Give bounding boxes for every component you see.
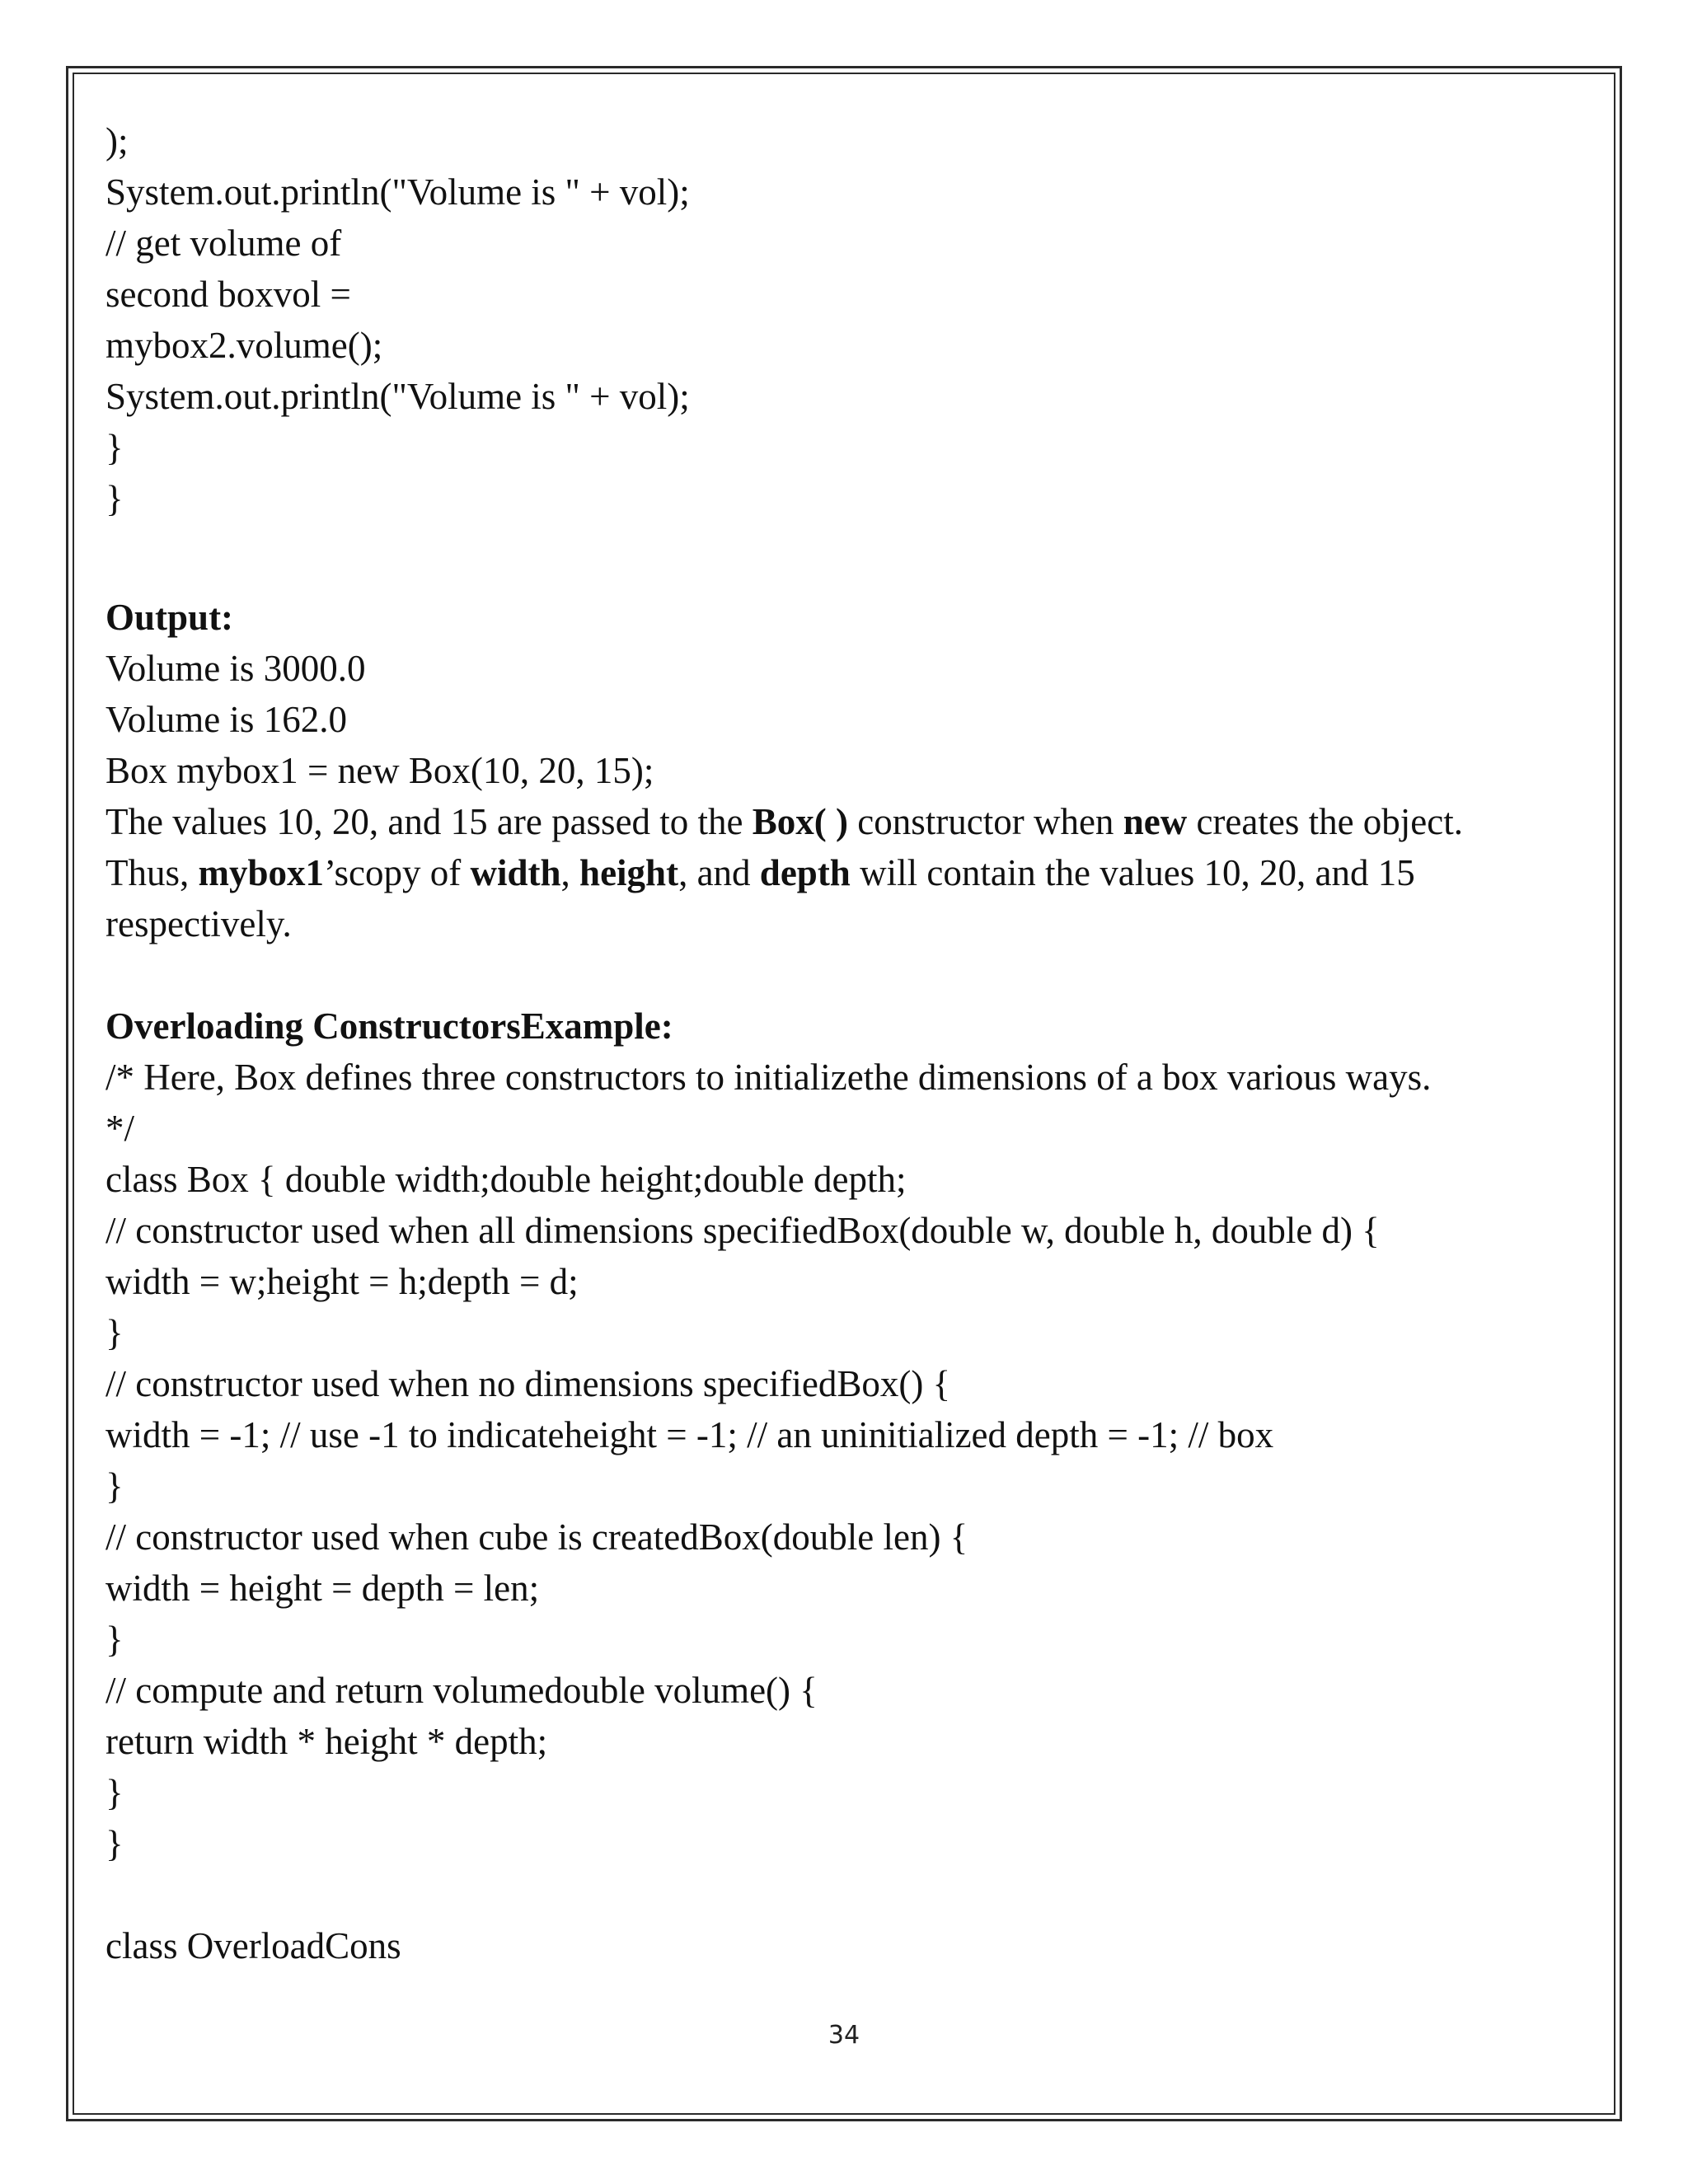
explanation-text: ’scopy of <box>324 852 471 893</box>
spacer <box>106 575 1507 592</box>
code-line: // constructor used when all dimensions specifiedBox(double w, double h, double d) { <box>106 1210 1380 1251</box>
explanation-bold: width <box>470 852 561 893</box>
code-line: width = height = depth = len; <box>106 1568 540 1609</box>
explanation-text: will contain the values 10, 20, and 15 respectively. <box>106 852 1415 944</box>
code-line: } <box>106 1772 124 1813</box>
explanation-text: , and <box>678 852 760 893</box>
explanation-bold: new <box>1123 801 1188 842</box>
code-line: } <box>106 1312 124 1353</box>
code-line: } <box>106 427 124 468</box>
page-content <box>106 115 1507 1971</box>
code-line: width = -1; // use -1 to indicateheight = -1; // an uninitialized depth = -1; // box <box>106 1414 1274 1455</box>
code-line: } <box>106 1465 124 1507</box>
code-line: // constructor used when no dimensions specifiedBox() { <box>106 1363 951 1404</box>
output-heading: Output: <box>106 597 234 638</box>
code-line: } <box>106 1823 124 1864</box>
code-line: } <box>106 1619 124 1660</box>
trailing-code-line: class OverloadCons <box>106 1925 401 1966</box>
page-number: 34 <box>828 2021 860 2050</box>
code-line: } <box>106 478 124 519</box>
output-section <box>106 592 1507 949</box>
explanation-text: The values 10, 20, and 15 are passed to the <box>106 801 753 842</box>
code-line: */ <box>106 1108 135 1149</box>
output-explanation <box>106 796 1507 949</box>
spacer <box>106 524 1507 575</box>
output-line: Box mybox1 = new Box(10, 20, 15); <box>106 750 654 791</box>
explanation-bold: height <box>579 852 679 893</box>
output-line: Volume is 3000.0 <box>106 648 366 689</box>
spacer <box>106 1869 1507 1920</box>
explanation-text: creates the object. Thus, <box>106 801 1464 893</box>
code-line: width = w;height = h;depth = d; <box>106 1261 579 1302</box>
code-line: // get volume of <box>106 223 342 264</box>
code-line: System.out.println("Volume is " + vol); <box>106 171 690 213</box>
code-line: /* Here, Box defines three constructors to initializethe dimensions of a box various ways. <box>106 1057 1432 1098</box>
spacer <box>106 949 1507 1001</box>
code-block-top <box>106 115 1507 524</box>
overloading-section <box>106 1001 1507 1869</box>
explanation-bold: mybox1 <box>198 852 325 893</box>
code-line: ); <box>106 120 129 162</box>
code-line: // constructor used when cube is createdBox(double len) { <box>106 1516 968 1558</box>
explanation-text: constructor when <box>848 801 1123 842</box>
code-line: class Box { double width;double height;double depth; <box>106 1159 907 1200</box>
explanation-text: , <box>560 852 580 893</box>
code-line: System.out.println("Volume is " + vol); <box>106 376 690 417</box>
overloading-heading: Overloading ConstructorsExample: <box>106 1005 673 1047</box>
explanation-bold: Box( ) <box>752 801 849 842</box>
code-line: second boxvol = <box>106 274 351 315</box>
code-line: mybox2.volume(); <box>106 325 383 366</box>
code-line: return width * height * depth; <box>106 1721 548 1762</box>
explanation-bold: depth <box>759 852 851 893</box>
output-line: Volume is 162.0 <box>106 699 347 740</box>
code-line: // compute and return volumedouble volume() { <box>106 1670 818 1711</box>
